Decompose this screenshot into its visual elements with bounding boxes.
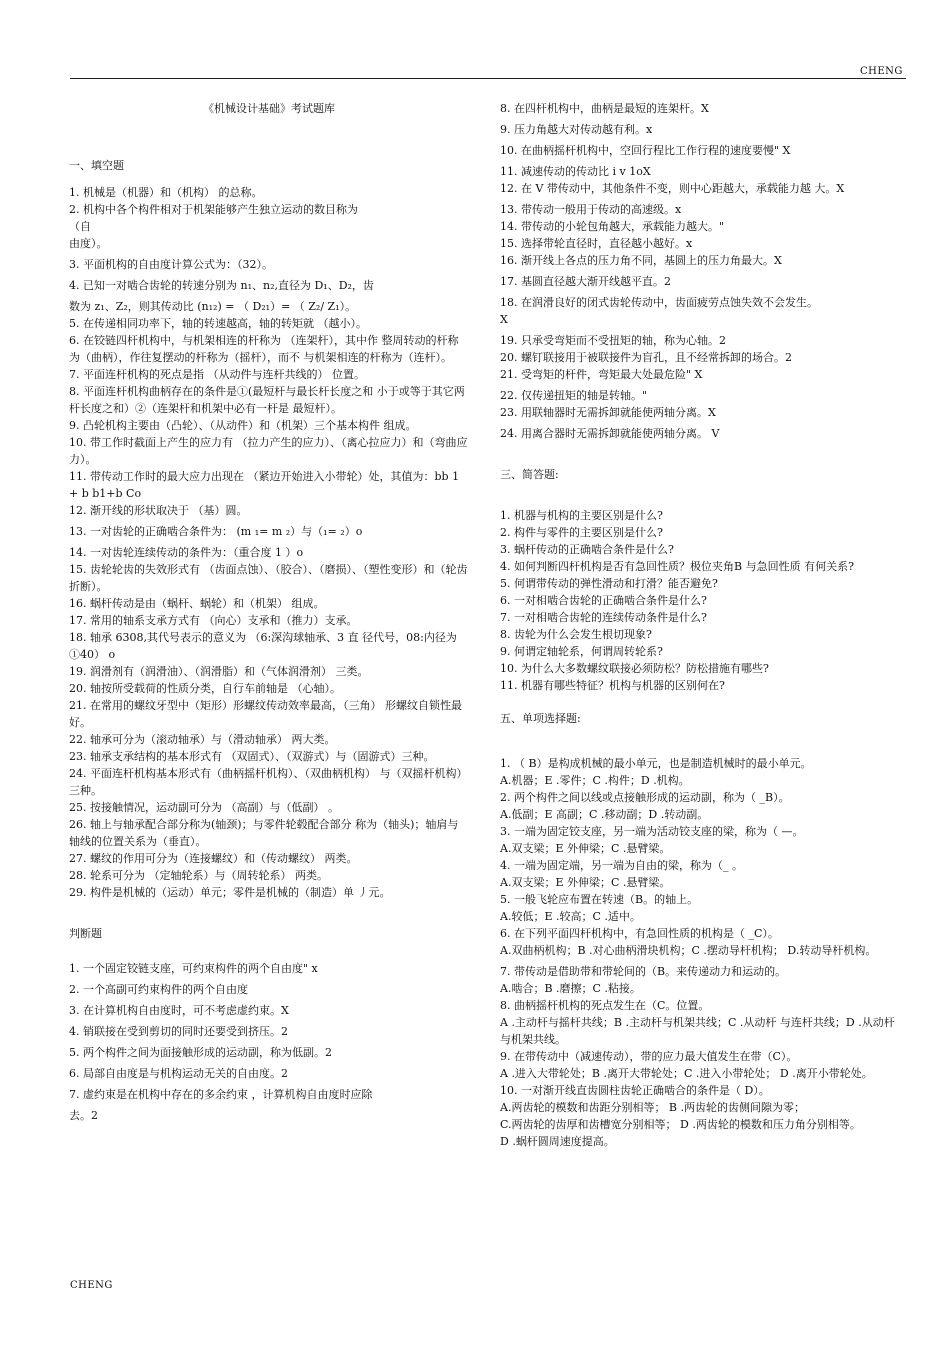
list-item: 23. 轴承支承结构的基本形式有 （双固式）、（双游式）与（固游式）三种。 <box>69 750 435 763</box>
list-item: 4. 已知一对啮合齿轮的转速分别为 n₁、n₂,直径为 D₁、D₂，齿 <box>69 279 374 292</box>
list-item: 7. 一对相啮合齿轮的连续传动条件是什么? <box>500 611 707 624</box>
list-item: A.啮合；B .磨擦；C .粘接。 <box>500 982 641 995</box>
list-item: 13. 带传动一般用于传动的高速级。x <box>500 203 682 216</box>
list-item: 20. 螺钉联接用于被联接件为盲孔，且不经常拆卸的场合。2 <box>500 351 792 364</box>
list-item: 2. 机构中各个构件相对于机架能够产生独立运动的数目称为 <box>69 203 358 216</box>
list-item: 22. 轴承可分为（滚动轴承）与（滑动轴承） 两大类。 <box>69 733 336 746</box>
list-item: 3. 在计算机构自由度时，可不考虑虚约束。X <box>69 1004 289 1017</box>
list-item: 6. 在铰链四杆机构中，与机架相连的杆称为 （连架杆），其中作 整周转动的杆称为（曲柄），作往复摆动的杆称为（摇杆），而不 与机架相连的杆称为（连杆）。 <box>69 334 459 364</box>
list-item: 4. 一端为固定端，另一端为自由的梁，称为（_ 。 <box>500 859 743 872</box>
list-item: A.双支梁；E 外伸梁；C .悬臂梁。 <box>500 876 671 889</box>
list-item: 8. 平面连杆机构曲柄存在的条件是①(最短杆与最长杆长度之和 小于或等于其它两杆长度之和）②（连架杆和机架中必有一杆是 最短杆）。 <box>69 385 465 415</box>
list-item: 1. 一个固定铰链支座，可约束构件的两个自由度" x <box>69 962 318 975</box>
list-item: 9. 何谓定轴轮系，何谓周转轮系? <box>500 645 663 658</box>
list-item: （自 <box>69 220 91 233</box>
fill-list <box>69 184 469 901</box>
list-item: 8. 在四杆机构中，曲柄是最短的连架杆。X <box>500 102 709 115</box>
list-item: D .蜗杆圆周速度提高。 <box>500 1135 615 1148</box>
list-item: 27. 螺纹的作用可分为（连接螺纹）和（传动螺纹） 两类。 <box>69 852 358 865</box>
list-item: 7. 平面连杆机构的死点是指 （从动件与连杆共线的） 位置。 <box>69 368 365 381</box>
header-text: CHENG <box>860 66 903 77</box>
list-item: 7. 带传动是借助带和带轮间的（B。来传递动力和运动的。 <box>500 965 787 978</box>
list-item: 17. 基圆直径越大渐开线越平直。2 <box>500 275 671 288</box>
list-item: 19. 润滑剂有（润滑油）、（润滑脂）和（气体润滑剂） 三类。 <box>69 665 369 678</box>
list-item: 10. 带工作时截面上产生的应力有 （拉力产生的应力）、（离心拉应力）和（弯曲应力）。 <box>69 436 468 466</box>
list-item: 23. 用联轴器时无需拆卸就能使两轴分离。X <box>500 406 716 419</box>
list-item: 15. 齿轮轮齿的失效形式有 （齿面点蚀）、（胶合）、（磨损）、（塑性变形）和（轮齿折断）。 <box>69 563 468 593</box>
list-item: 1. 机器与机构的主要区别是什么? <box>500 509 663 522</box>
list-item: 21. 在常用的螺纹牙型中（矩形）形螺纹传动效率最高，（三角） 形螺纹自锁性最好。 <box>69 699 462 729</box>
list-item: 12. 渐开线的形状取决于 （基）圆。 <box>69 504 248 517</box>
list-item: A.双曲柄机构；B .对心曲柄滑块机构；C .摆动导杆机构； D.转动导杆机构。 <box>500 944 877 957</box>
list-item: 去。2 <box>69 1109 98 1122</box>
list-item: 18. 轴承 6308,其代号表示的意义为 （6:深沟球轴承、3 直 径代号，08:内径为 ①40） o <box>69 631 457 661</box>
list-item: 24. 用离合器时无需拆卸就能使两轴分离。 V <box>500 427 720 440</box>
list-item: A.两齿轮的模数和齿距分别相等； B .两齿轮的齿侧间隙为零； <box>500 1101 806 1114</box>
list-item: 1. （ B）是构成机械的最小单元，也是制造机械时的最小单元。 <box>500 757 812 770</box>
list-item: 11. 减速传动的传动比 i v 1oX <box>500 165 651 178</box>
list-item: A .主动杆与摇杆共线；B .主动杆与机架共线；C .从动杆 与连杆共线；D .从动杆与机架共线。 <box>500 1016 895 1046</box>
list-item: 3. 蜗杆传动的正确啮合条件是什么? <box>500 543 674 556</box>
list-item: 6. 在下列平面四杆机构中，有急回性质的机构是（ _C）。 <box>500 927 779 940</box>
choice-list <box>500 755 905 1150</box>
list-item: 4. 如何判断四杆机构是否有急回性质？极位夹角B 与急回性质 有何关系? <box>500 560 854 573</box>
short-answer-list <box>500 507 905 694</box>
list-item: 6. 一对相啮合齿轮的正确啮合条件是什么? <box>500 594 707 607</box>
list-item: 1. 机械是（机器）和（机构） 的总称。 <box>69 186 263 199</box>
list-item: 19. 只承受弯矩而不受扭矩的轴，称为心轴。2 <box>500 334 726 347</box>
list-item: 9. 压力角越大对传动越有利。x <box>500 123 653 136</box>
section-heading-short: 三、简答题: <box>500 468 559 481</box>
list-item: 14. 带传动的小轮包角越大，承载能力越大。" <box>500 220 725 233</box>
list-item: 2. 一个高副可约束构件的两个自由度 <box>69 983 248 996</box>
list-item: 9. 在带传动中（减速传动），带的应力最大值发生在带（C）。 <box>500 1050 798 1063</box>
list-item: 26. 轴上与轴承配合部分称为(轴颈)；与零件轮毂配合部分 称为（轴头)；轴肩与轴线的位置关系为（垂直）。 <box>69 818 459 848</box>
list-item: 16. 渐开线上各点的压力角不同，基圆上的压力角最大。X <box>500 254 782 267</box>
list-item: 10. 为什么大多数螺纹联接必须防松？防松措施有哪些? <box>500 662 769 675</box>
list-item: 3. 平面机构的自由度计算公式为：（32）。 <box>69 258 273 271</box>
list-item: 9. 凸轮机构主要由（凸轮）、（从动件）和（机架）三个基本构件 组成。 <box>69 419 417 432</box>
judge-list-right <box>500 100 905 442</box>
footer-text: CHENG <box>70 1280 113 1291</box>
list-item: A.较低；E .较高；C .适中。 <box>500 910 641 923</box>
list-item: 10. 在曲柄摇杆机构中，空回行程比工作行程的速度要慢" X <box>500 144 791 157</box>
list-item: 11. 带传动工作时的最大应力出现在 （紧边开始进入小带轮）处，其值为：bb 1 + b b1+b Co <box>69 470 460 500</box>
list-item: 11. 机器有哪些特征？机构与机器的区别何在? <box>500 679 725 692</box>
list-item: 18. 在润滑良好的闭式齿轮传动中，齿面疲劳点蚀失效不会发生。 <box>500 296 818 309</box>
section-heading-judge: 判断题 <box>69 927 102 940</box>
list-item: A.低副；E 高副；C .移动副；D .转动副。 <box>500 808 709 821</box>
list-item: 10. 一对渐开线直齿圆柱齿轮正确啮合的条件是（ D）。 <box>500 1084 770 1097</box>
section-heading-fill: 一、填空题 <box>69 159 124 172</box>
list-item: 17. 常用的轴系支承方式有 （向心）支承和（推力）支承。 <box>69 614 358 627</box>
list-item: 22. 仅传递扭矩的轴是转轴。" <box>500 389 648 402</box>
list-item: 由度）。 <box>69 237 108 250</box>
list-item: 6. 局部自由度是与机构运动无关的自由度。2 <box>69 1067 288 1080</box>
right-column <box>500 100 905 1150</box>
list-item: 14. 一对齿轮连续传动的条件为：（重合度 1 ）o <box>69 546 304 559</box>
list-item: 8. 齿轮为什么会发生根切现象? <box>500 628 652 641</box>
list-item: 13. 一对齿轮的正确啮合条件为： (m ₁= m ₂）与（₁= ₂）o <box>69 525 363 538</box>
list-item: 20. 轴按所受载荷的性质分类，自行车前轴是 （心轴）。 <box>69 682 341 695</box>
list-item: 数为 z₁、Z₂，则其传动比 (n₁₂) = （ D₂₁）= （ Z₂/ Z₁）。 <box>69 300 357 313</box>
list-item: A.机器；E .零件；C .构件；D .机构。 <box>500 774 690 787</box>
list-item: 24. 平面连杆机构基本形式有（曲柄摇杆机构）、（双曲柄机构） 与（双摇杆机构）三种。 <box>69 767 468 797</box>
list-item: 7. 虚约束是在机构中存在的多余约束 ，计算机构自由度时应除 <box>69 1088 373 1101</box>
list-item: 2. 构件与零件的主要区别是什么? <box>500 526 663 539</box>
list-item: 25. 按接触情况，运动副可分为 （高副）与（低副） 。 <box>69 801 339 814</box>
list-item: 5. 何谓带传动的弹性滑动和打滑？能否避免? <box>500 577 718 590</box>
list-item: 21. 受弯矩的杆件，弯矩最大处最危险" X <box>500 368 703 381</box>
list-item: X <box>500 313 508 326</box>
list-item: 3. 一端为固定铰支座，另一端为活动铰支座的梁，称为（ —。 <box>500 825 804 838</box>
list-item: A .进入大带轮处；B .离开大带轮处；C .进入小带轮处； D .离开小带轮处。 <box>500 1067 873 1080</box>
list-item: 5. 两个构件之间为面接触形成的运动副，称为低副。2 <box>69 1046 332 1059</box>
list-item: A.双支梁；E 外伸梁；C .悬臂梁。 <box>500 842 671 855</box>
list-item: 5. 在传递相同功率下，轴的转速越高，轴的转矩就 （越小）。 <box>69 317 367 330</box>
judge-list-left <box>69 960 469 1124</box>
list-item: 16. 蜗杆传动是由（蜗杆、蜗轮）和（机架） 组成。 <box>69 597 325 610</box>
list-item: 8. 曲柄摇杆机构的死点发生在（C。位置。 <box>500 999 710 1012</box>
document-title: 《机械设计基础》考试题库 <box>203 102 335 115</box>
list-item: 5. 一般飞轮应布置在转速（B。的轴上。 <box>500 893 699 906</box>
list-item: 29. 构件是机械的（运动）单元；零件是机械的（制造）单 丿元。 <box>69 886 391 899</box>
list-item: 28. 轮系可分为 （定轴轮系）与（周转轮系） 两类。 <box>69 869 328 882</box>
list-item: C.两齿轮的齿厚和齿槽宽分别相等； D .两齿轮的模数和压力角分别相等。 <box>500 1118 861 1131</box>
header-rule <box>70 78 906 79</box>
left-column <box>69 100 469 1124</box>
list-item: 15. 选择带轮直径时，直径越小越好。x <box>500 237 693 250</box>
section-heading-choice: 五、单项选择题: <box>500 712 581 725</box>
list-item: 2. 两个构件之间以线或点接触形成的运动副，称为（ _B）。 <box>500 791 790 804</box>
list-item: 12. 在 V 带传动中，其他条件不变，则中心距越大，承载能力越 大。X <box>500 182 845 195</box>
list-item: 4. 销联接在受到剪切的同时还要受到挤压。2 <box>69 1025 288 1038</box>
